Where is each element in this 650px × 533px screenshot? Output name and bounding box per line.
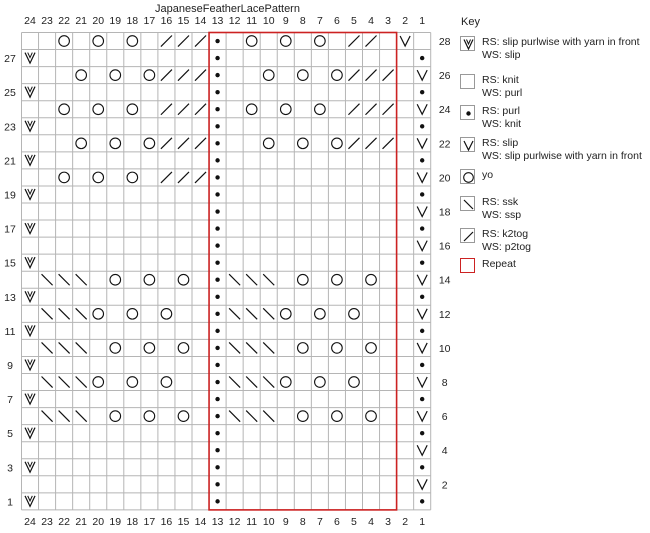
slip-icon: [460, 137, 475, 152]
column-number-bottom: 1: [419, 515, 426, 528]
purl-symbol: [215, 56, 219, 60]
column-number-bottom: 24: [24, 515, 36, 528]
purl-symbol: [215, 363, 219, 367]
purl-symbol: [215, 414, 219, 418]
yo-key-mark: [464, 173, 474, 183]
key-label-ws: WS: slip purlwise with yarn in front: [482, 150, 642, 162]
column-number-top: 17: [143, 15, 156, 27]
row-number-right: 24: [438, 104, 451, 117]
row-number-right: 12: [438, 308, 451, 321]
row-number-right: 18: [438, 206, 451, 219]
purl-symbol: [215, 346, 219, 350]
purl-symbol: [215, 329, 219, 333]
purl-symbol: [420, 260, 424, 264]
purl-symbol: [215, 90, 219, 94]
purl-symbol: [215, 431, 219, 435]
key-label-rs: RS: slip purlwise with yarn in front: [482, 36, 640, 48]
purl-symbol: [215, 465, 219, 469]
row-number-left: 17: [4, 223, 16, 236]
purl-symbol: [420, 226, 424, 230]
column-number-top: 1: [419, 15, 426, 27]
column-number-bottom: 18: [126, 515, 139, 528]
row-number-right: 8: [441, 377, 448, 390]
row-number-left: 5: [7, 428, 13, 441]
key-label-rs: RS: knit: [482, 74, 519, 86]
column-number-bottom: 21: [75, 515, 88, 528]
purl-symbol: [215, 175, 219, 179]
purl-symbol: [215, 482, 219, 486]
key-label-rs: yo: [482, 169, 494, 181]
row-number-right: 2: [441, 479, 448, 492]
column-number-top: 12: [228, 15, 241, 27]
column-number-bottom: 7: [316, 515, 323, 528]
row-number-left: 7: [7, 394, 13, 407]
column-number-bottom: 9: [282, 515, 289, 528]
column-number-top: 20: [92, 15, 105, 27]
column-number-top: 8: [299, 15, 306, 27]
key-label: [482, 105, 521, 131]
row-number-right: 4: [441, 445, 448, 458]
purl-symbol: [215, 226, 219, 230]
column-number-bottom: 3: [385, 515, 391, 528]
column-number-bottom: 20: [92, 515, 105, 528]
purl-symbol: [420, 499, 424, 503]
column-number-bottom: 11: [246, 515, 258, 528]
purl-symbol: [215, 192, 219, 196]
key-label: [482, 137, 642, 163]
row-number-right: 26: [438, 70, 451, 83]
column-number-bottom: 8: [299, 515, 306, 528]
column-number-top: 6: [334, 15, 340, 27]
chart-title: JapaneseFeatherLacePattern: [155, 3, 300, 15]
purl-symbol: [420, 397, 424, 401]
column-number-top: 5: [351, 15, 357, 27]
key-label-rs: Repeat: [482, 258, 516, 270]
key-label-rs: RS: slip: [482, 137, 519, 149]
purl-key-mark: [466, 111, 470, 115]
row-number-left: 13: [4, 291, 16, 304]
repeat-icon: [460, 258, 475, 273]
row-number-left: 1: [7, 496, 13, 509]
slip-key-mark: [464, 141, 473, 150]
purl-symbol: [215, 312, 219, 316]
column-number-bottom: 19: [109, 515, 122, 528]
key-label-ws: WS: slip: [482, 49, 521, 61]
key-label-rs: RS: purl: [482, 105, 520, 117]
purl-symbol: [420, 363, 424, 367]
row-number-right: 28: [438, 36, 451, 49]
column-number-top: 16: [160, 15, 173, 27]
key-label-rs: RS: ssk: [482, 196, 519, 208]
column-number-bottom: 13: [211, 515, 224, 528]
key-label: [482, 196, 521, 222]
slip-wyif-icon: [460, 36, 475, 51]
row-number-left: 15: [4, 257, 16, 270]
key-title: Key: [461, 16, 480, 28]
key-label-rs: RS: k2tog: [482, 228, 529, 240]
purl-symbol: [215, 397, 219, 401]
column-number-bottom: 14: [194, 515, 207, 528]
row-number-right: 16: [438, 240, 451, 253]
purl-symbol: [215, 448, 219, 452]
column-number-top: 2: [402, 15, 409, 27]
k2tog-icon: [460, 228, 475, 243]
row-number-right: 6: [441, 411, 448, 424]
column-number-bottom: 17: [143, 515, 156, 528]
key-label-ws: WS: purl: [482, 87, 523, 99]
column-number-top: 10: [262, 15, 275, 27]
column-number-bottom: 2: [402, 515, 409, 528]
purl-symbol: [215, 141, 219, 145]
key-label: [482, 74, 522, 100]
purl-symbol: [420, 124, 424, 128]
column-number-top: 24: [24, 15, 36, 27]
row-number-right: 22: [438, 138, 451, 151]
column-number-top: 21: [75, 15, 88, 27]
purl-symbol: [420, 431, 424, 435]
key-label-ws: WS: knit: [482, 118, 522, 130]
purl-symbol: [420, 295, 424, 299]
column-number-top: 4: [368, 15, 374, 27]
purl-symbol: [420, 329, 424, 333]
row-number-right: 20: [438, 172, 451, 185]
purl-symbol: [215, 158, 219, 162]
purl-symbol: [215, 124, 219, 128]
key-label: [482, 36, 640, 62]
purl-icon: [460, 105, 475, 120]
column-number-bottom: 4: [368, 515, 374, 528]
purl-symbol: [215, 295, 219, 299]
purl-symbol: [215, 107, 219, 111]
purl-symbol: [420, 465, 424, 469]
key-label-ws: WS: p2tog: [482, 241, 532, 253]
purl-symbol: [215, 209, 219, 213]
column-number-bottom: 10: [262, 515, 275, 528]
row-number-left: 21: [4, 155, 16, 168]
column-number-bottom: 23: [41, 515, 53, 528]
key-label-ws: WS: ssp: [482, 209, 522, 221]
row-number-right: 10: [438, 342, 451, 355]
row-number-left: 11: [4, 325, 16, 338]
purl-symbol: [215, 260, 219, 264]
column-number-top: 13: [211, 15, 224, 27]
row-number-left: 3: [7, 462, 13, 475]
row-number-left: 19: [4, 189, 16, 202]
column-number-top: 22: [58, 15, 70, 27]
k2tog-key-mark: [464, 232, 473, 241]
row-number-left: 23: [4, 121, 16, 134]
purl-symbol: [215, 243, 219, 247]
purl-symbol: [215, 39, 219, 43]
yo-icon: [460, 169, 475, 184]
key-label: [482, 258, 516, 271]
column-number-bottom: 16: [160, 515, 173, 528]
column-number-top: 15: [177, 15, 190, 27]
row-number-left: 9: [7, 359, 13, 372]
row-number-left: 27: [4, 53, 16, 66]
column-number-top: 9: [282, 15, 289, 27]
column-number-bottom: 22: [58, 515, 70, 528]
key-label: [482, 169, 493, 182]
ssk-key-mark: [464, 200, 473, 209]
row-number-right: 14: [438, 274, 451, 287]
column-number-top: 18: [126, 15, 139, 27]
column-number-top: 19: [109, 15, 122, 27]
column-number-top: 7: [316, 15, 323, 27]
purl-symbol: [215, 278, 219, 282]
column-number-bottom: 6: [334, 515, 340, 528]
purl-symbol: [420, 158, 424, 162]
row-number-left: 25: [4, 87, 16, 100]
purl-symbol: [215, 380, 219, 384]
column-number-top: 14: [194, 15, 207, 27]
column-number-bottom: 5: [351, 515, 357, 528]
knit-icon: [460, 74, 475, 89]
slip-wyif-key-inner: [467, 40, 471, 45]
purl-symbol: [420, 56, 424, 60]
column-number-top: 3: [385, 15, 391, 27]
purl-symbol: [215, 73, 219, 77]
purl-symbol: [420, 192, 424, 196]
column-number-top: 11: [246, 15, 258, 27]
purl-symbol: [420, 90, 424, 94]
column-number-bottom: 12: [228, 515, 241, 528]
ssk-icon: [460, 196, 475, 211]
column-number-top: 23: [41, 15, 53, 27]
key-label: [482, 228, 531, 254]
purl-symbol: [215, 499, 219, 503]
column-number-bottom: 15: [177, 515, 190, 528]
